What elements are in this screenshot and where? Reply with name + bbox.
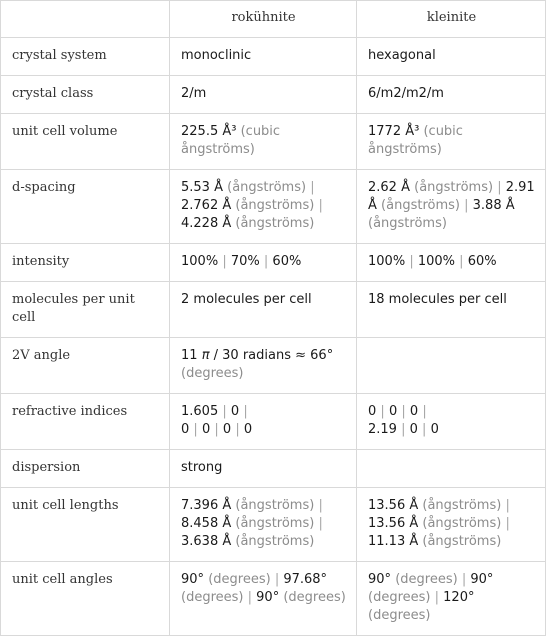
value: 0	[368, 404, 377, 419]
unit: (cubic ångströms)	[368, 124, 463, 157]
value: 90°	[256, 590, 280, 605]
value-cell: hexagonal	[357, 38, 546, 76]
unit: (ångströms)	[235, 198, 315, 213]
value: 100%	[368, 254, 406, 269]
value: 13.56 Å	[368, 516, 419, 531]
separator: |	[235, 422, 240, 437]
value-cell	[357, 562, 546, 636]
value: 2.62 Å	[368, 180, 410, 195]
value-cell	[357, 170, 546, 244]
separator: |	[247, 590, 253, 605]
separator: |	[401, 422, 406, 437]
pi-symbol: π	[201, 348, 210, 363]
value: 7.396 Å	[181, 498, 232, 513]
value-cell	[357, 244, 546, 282]
value: 60%	[272, 254, 302, 269]
value: 90°	[470, 572, 494, 587]
row-label: molecules per unit cell	[1, 282, 170, 338]
value: 11	[181, 348, 202, 363]
value: 100%	[181, 254, 219, 269]
table-row	[1, 338, 546, 394]
unit: (ångströms)	[368, 216, 447, 231]
separator: |	[274, 572, 280, 587]
unit: (ångströms)	[422, 498, 502, 513]
separator: |	[193, 422, 198, 437]
row-label: intensity	[1, 244, 170, 282]
row-label: d-spacing	[1, 170, 170, 244]
separator: |	[380, 404, 385, 419]
value: / 30 radians ≈	[209, 348, 307, 363]
value: 120°	[443, 590, 475, 605]
unit: (ångströms)	[235, 498, 315, 513]
value: 0	[230, 404, 240, 419]
value: 66°	[310, 348, 334, 363]
table-row	[1, 282, 546, 338]
value: 0	[201, 422, 211, 437]
value-cell	[357, 114, 546, 170]
table-row	[1, 562, 546, 636]
unit: (ångströms)	[235, 534, 315, 549]
separator: |	[505, 516, 510, 531]
separator: |	[310, 180, 315, 195]
value: 90°	[368, 572, 392, 587]
value-cell	[170, 244, 357, 282]
value: 8.458 Å	[181, 516, 232, 531]
row-label: unit cell volume	[1, 114, 170, 170]
value: 5.53 Å	[181, 180, 223, 195]
unit: (ångströms)	[227, 180, 307, 195]
unit: (degrees)	[368, 590, 431, 605]
value: 13.56 Å	[368, 498, 419, 513]
row-label: unit cell lengths	[1, 488, 170, 562]
unit: (ångströms)	[414, 180, 494, 195]
unit: (ångströms)	[422, 534, 502, 549]
value-cell: 18 molecules per cell	[357, 282, 546, 338]
separator: |	[318, 498, 323, 513]
separator: |	[409, 254, 414, 269]
value: 2.91 Å	[368, 180, 535, 213]
unit: (ångströms)	[381, 198, 460, 213]
separator: |	[318, 198, 323, 213]
value-cell	[170, 170, 357, 244]
table-row	[1, 394, 546, 450]
value: 0	[409, 404, 419, 419]
separator: |	[464, 198, 469, 213]
header-row	[1, 1, 546, 38]
separator: |	[422, 422, 427, 437]
value: 1772 Å³	[368, 124, 420, 139]
separator: |	[434, 590, 440, 605]
separator: |	[222, 254, 227, 269]
unit: (ångströms)	[422, 516, 502, 531]
value-cell	[357, 394, 546, 450]
value: 97.68°	[283, 572, 328, 587]
value-cell: 2/m	[170, 76, 357, 114]
value: 60%	[467, 254, 497, 269]
value: 0	[409, 422, 418, 437]
table-row	[1, 488, 546, 562]
column-header-rokuhnite: rokühnite	[170, 1, 357, 38]
table-row	[1, 450, 546, 488]
unit: (cubic ångströms)	[181, 124, 281, 157]
unit: (degrees)	[181, 590, 244, 605]
separator: |	[222, 404, 227, 419]
value: 3.88 Å	[472, 198, 515, 213]
table-row	[1, 170, 546, 244]
unit: (ångströms)	[235, 216, 315, 231]
row-label: 2V angle	[1, 338, 170, 394]
table-row	[1, 76, 546, 114]
value-cell: strong	[170, 450, 357, 488]
separator: |	[459, 254, 464, 269]
value: 2.762 Å	[181, 198, 232, 213]
value: 0	[222, 422, 232, 437]
value: 1.605	[181, 404, 219, 419]
separator: |	[263, 254, 269, 269]
row-label: crystal system	[1, 38, 170, 76]
value-cell	[357, 488, 546, 562]
value: 11.13 Å	[368, 534, 419, 549]
value-cell	[170, 338, 357, 394]
separator: |	[497, 180, 502, 195]
unit: (degrees)	[181, 366, 244, 381]
value: 0	[243, 422, 253, 437]
row-label: crystal class	[1, 76, 170, 114]
separator: |	[422, 404, 427, 419]
value-cell	[170, 394, 357, 450]
table-row	[1, 114, 546, 170]
unit: (degrees)	[208, 572, 271, 587]
value: 0	[430, 422, 439, 437]
unit: (degrees)	[283, 590, 346, 605]
table-row	[1, 244, 546, 282]
value-cell: 2 molecules per cell	[170, 282, 357, 338]
value-cell: 6/m2/m2/m	[357, 76, 546, 114]
value: 0	[388, 404, 398, 419]
unit: (ångströms)	[235, 516, 315, 531]
value-cell	[357, 450, 546, 488]
value: 90°	[181, 572, 205, 587]
separator: |	[505, 498, 510, 513]
value: 4.228 Å	[181, 216, 232, 231]
corner-cell	[1, 1, 170, 38]
value-cell	[357, 338, 546, 394]
separator: |	[243, 404, 248, 419]
separator: |	[318, 516, 323, 531]
value-cell	[170, 488, 357, 562]
value: 3.638 Å	[181, 534, 232, 549]
value: 100%	[417, 254, 456, 269]
value: 2.19	[368, 422, 397, 437]
value-cell: monoclinic	[170, 38, 357, 76]
row-label: dispersion	[1, 450, 170, 488]
value-cell	[170, 114, 357, 170]
separator: |	[461, 572, 467, 587]
column-header-kleinite: kleinite	[357, 1, 546, 38]
unit: (degrees)	[368, 608, 431, 623]
value: 225.5 Å³	[181, 124, 237, 139]
value: 0	[181, 422, 190, 437]
separator: |	[214, 422, 219, 437]
separator: |	[401, 404, 406, 419]
value: 70%	[230, 254, 260, 269]
unit: (degrees)	[395, 572, 458, 587]
table-row	[1, 38, 546, 76]
row-label: refractive indices	[1, 394, 170, 450]
row-label: unit cell angles	[1, 562, 170, 636]
value-cell	[170, 562, 357, 636]
